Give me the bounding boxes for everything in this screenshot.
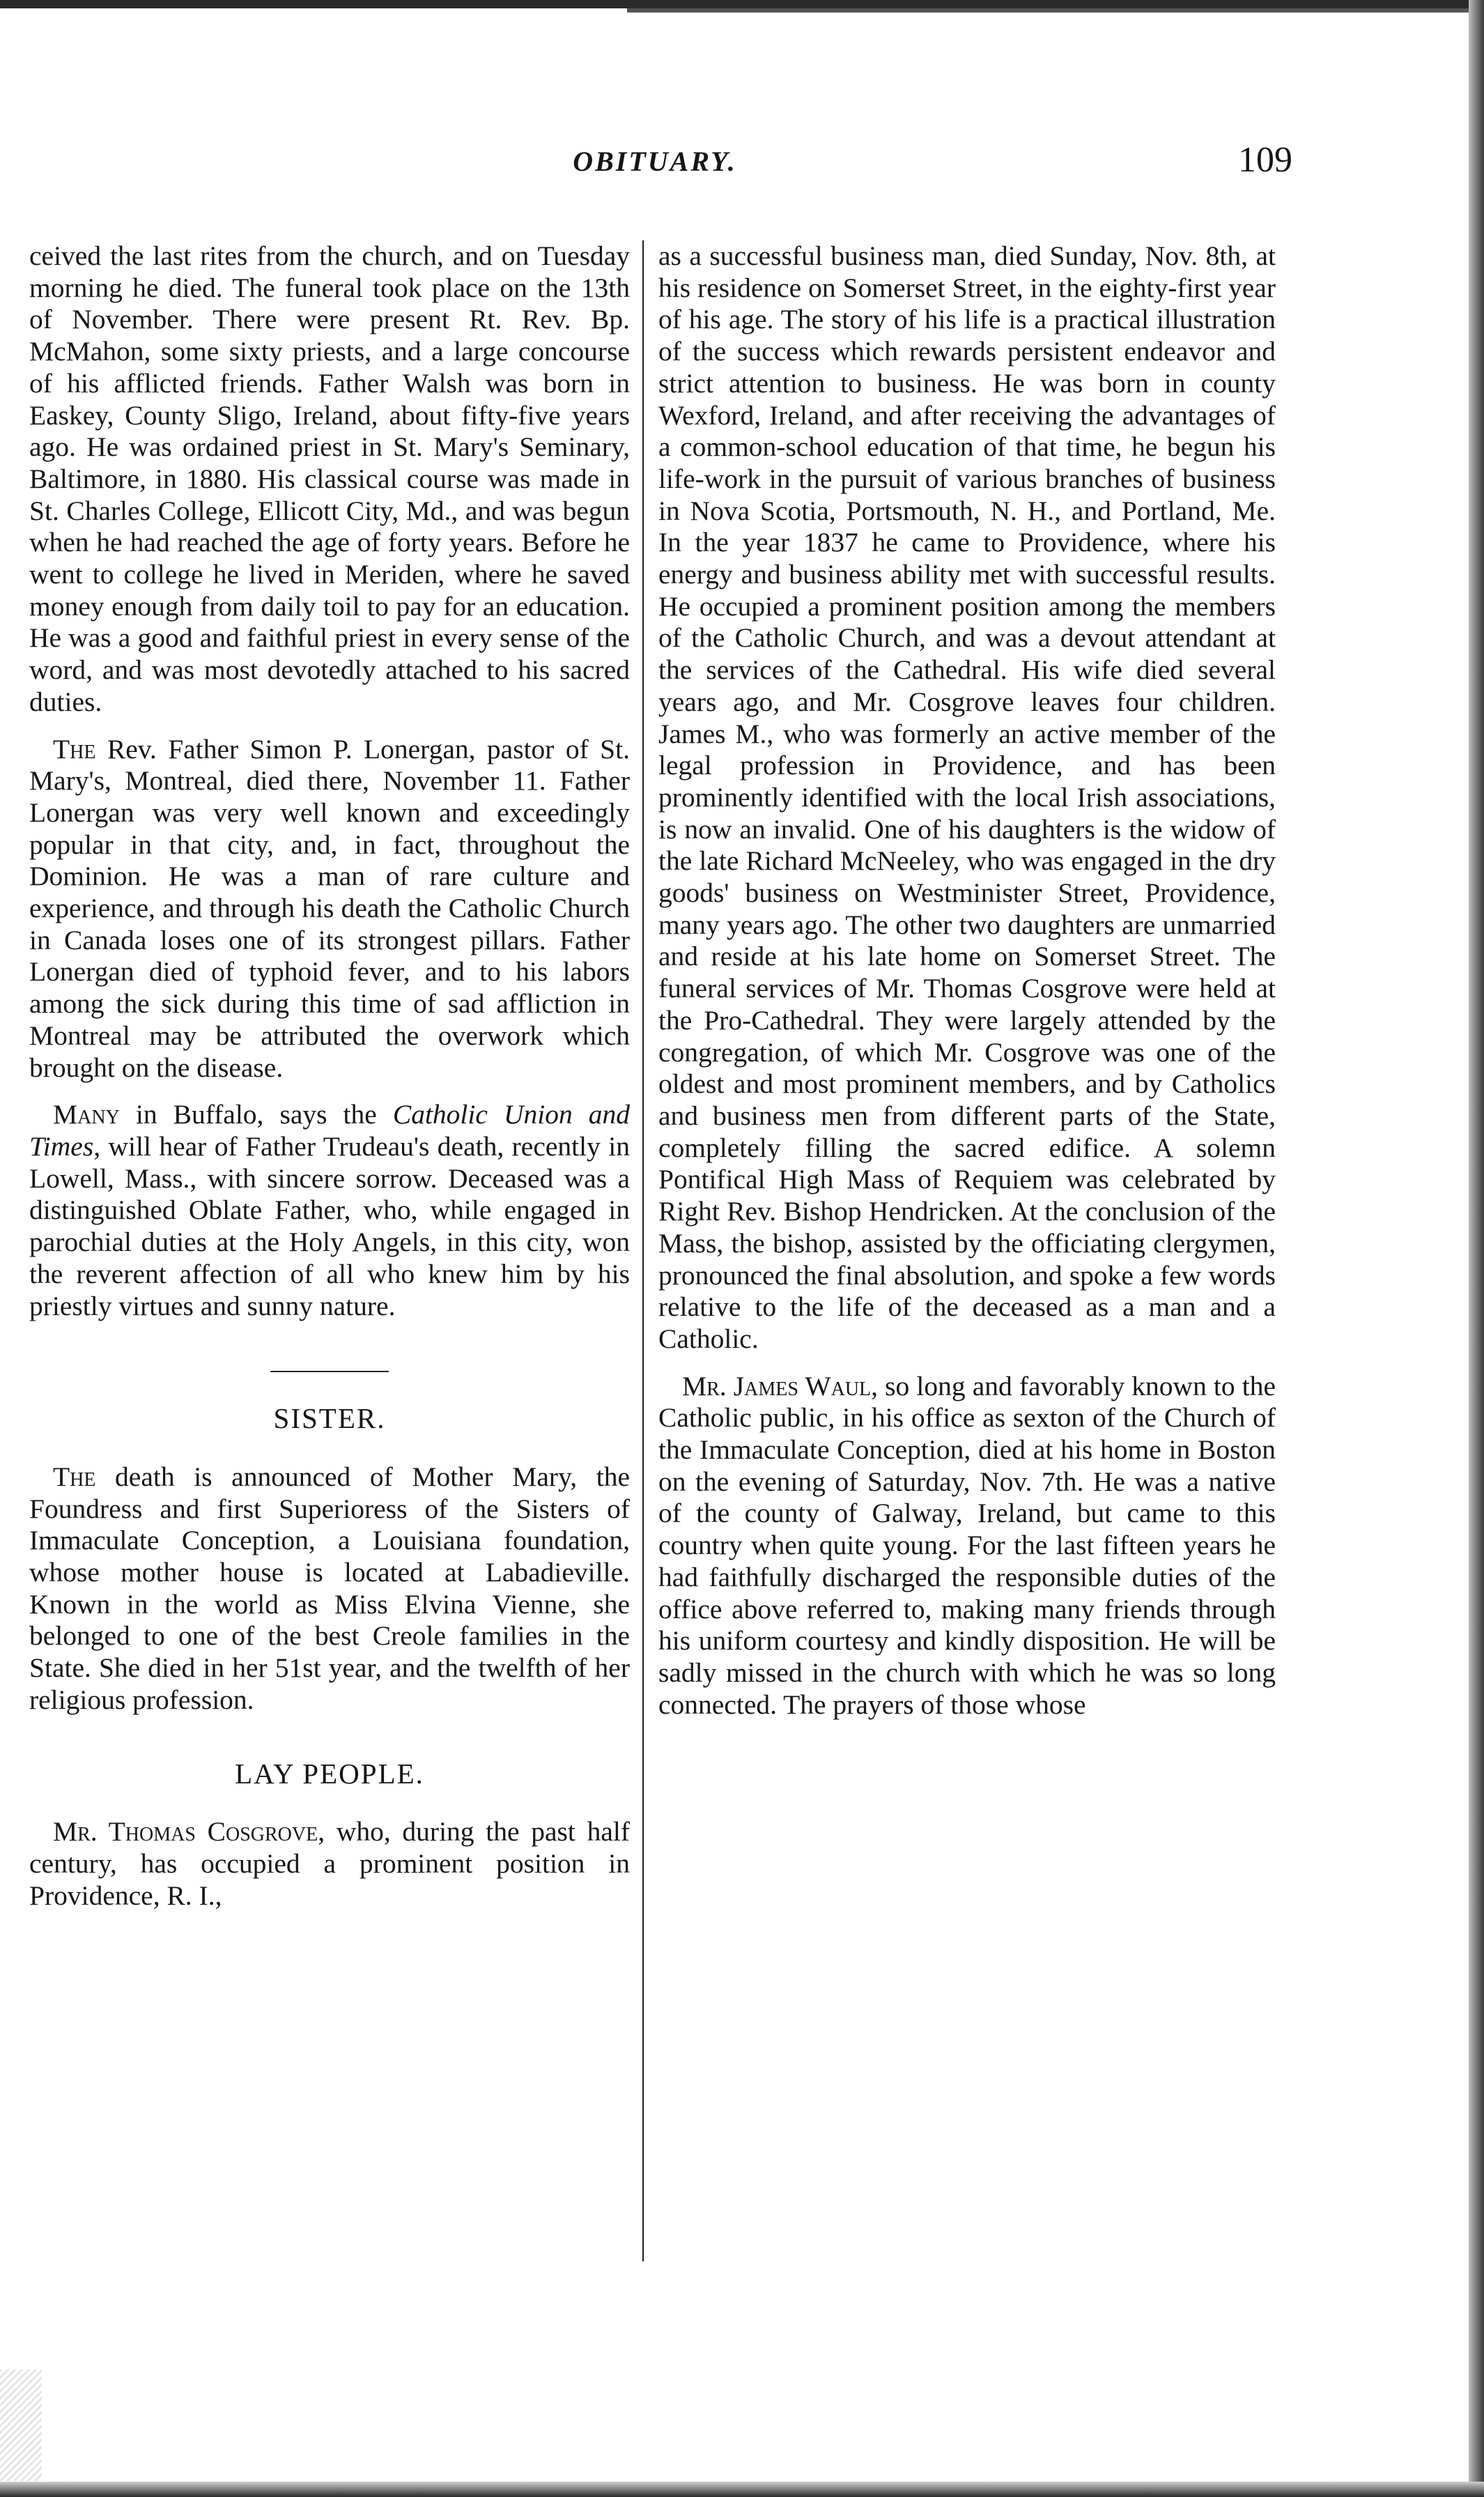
- page-corner-wear: [0, 2369, 42, 2481]
- trudeau-text-a: in Buffalo, says the: [119, 1099, 393, 1130]
- trudeau-obituary: [29, 1099, 630, 1322]
- trudeau-text-b: , will hear of Father Trudeau's death, recently in Lowell, Mass., with sincere sorrow. Deceased was a distinguished Oblate Father, who, while engaged in parochial duties at the Holy Angels, in this city, won the reverent affection of all who knew him by his priestly virtues and sunny nature.: [29, 1130, 630, 1321]
- cosgrove-obituary-start: [29, 1816, 630, 1912]
- cosgrove-lead: Mr. Thomas Cosgrove: [53, 1816, 318, 1847]
- cosgrove-text-start: , who, during the past half century, has occupied a prominent position in Providence, R. I.,: [29, 1816, 630, 1911]
- section-heading-lay-people: LAY PEOPLE.: [235, 1757, 424, 1790]
- section-divider: [270, 1371, 389, 1372]
- left-column: [29, 240, 630, 1912]
- waul-text: , so long and favorably known to the Catholic public, in his office as sexton of the Church of the Immaculate Conception, died at his home in Boston on the evening of Saturday, Nov. 7th. He was a native of the county of Galway, Ireland, but came to this country when quite young. For the last fifteen years he had faithfully discharged the responsible duties of the office above referred to, making many friends through his uniform courtesy and kindly disposition. He will be sadly missed in the church with which he was so long connected. The prayers of those whose: [658, 1370, 1276, 1720]
- page-edge-top-shadow: [627, 8, 1484, 13]
- cosgrove-obituary-continued: as a successful business man, died Sunday, Nov. 8th, at his residence on Somerset Street, in the eighty-first year of his age. The story of his life is a practical illustration of the success which rewards persistent endeavor and strict attention to business. He was born in county Wexford, Ireland, and after receiving the advantages of a common-school education of that time, he begun his life-work in the pursuit of various branches of business in Nova Scotia, Portsmouth, N. H., and Portland, Me. In the year 1837 he came to Providence, where his energy and business ability met with successful results. He occupied a prominent position among the members of the Catholic Church, and was a devout attendant at the services of the Cathedral. His wife died several years ago, and Mr. Cosgrove leaves four children. James M., who was formerly an active member of the legal profession in Providence, and has been prominently identified with the local Irish associations, is now an invalid. One of his daughters is the widow of the late Richard McNeeley, who was engaged in the dry goods' business on Westminister Street, Providence, many years ago. The other two daughters are unmarried and reside at his late home on Somerset Street. The funeral services of Mr. Thomas Cosgrove were held at the Pro-Cathedral. They were largely attended by the congregation, of which Mr. Cosgrove was one of the oldest and most prominent members, and by Catholics and business men from different parts of the State, completely filling the sacred edifice. A solemn Pontifical High Mass of Requiem was celebrated by Right Rev. Bishop Hendricken. At the conclusion of the Mass, the bishop, assisted by the officiating clergymen, pronounced the final absolution, and spoke a few words relative to the life of the deceased as a man and a Catholic.: [658, 240, 1276, 1354]
- newspaper-title: Catholic Union and Times: [29, 1099, 630, 1162]
- waul-lead: Mr. James Waul: [682, 1370, 872, 1401]
- page-edge-bottom: [0, 2482, 1484, 2497]
- walsh-obituary-continued: ceived the last rites from the church, and on Tuesday morning he died. The funeral took place on the 13th of November. There were present Rt. Rev. Bp. McMahon, some sixty priests, and a large concourse of his afflicted friends. Father Walsh was born in Easkey, County Sligo, Ireland, about fifty-five years ago. He was ordained priest in St. Mary's Seminary, Baltimore, in 1880. His classical course was made in St. Charles College, Ellicott City, Md., and was begun when he had reached the age of forty years. Before he went to college he lived in Meriden, where he saved money enough from daily toil to pay for an education. He was a good and faithful priest in every sense of the word, and was most devotedly attached to his sacred duties.: [29, 240, 630, 717]
- lonergan-lead: The: [53, 733, 96, 765]
- sister-text: death is announced of Mother Mary, the Foundress and first Superioress of the Sisters of Immaculate Conception, a Louisiana foundation, whose mother house is located at Labadieville. Known in the world as Miss Elvina Vienne, she belonged to one of the best Creole families in the State. She died in her 51st year, and the twelfth of her religious profession.: [29, 1461, 630, 1715]
- trudeau-lead: Many: [53, 1099, 120, 1130]
- section-heading-sister: SISTER.: [273, 1402, 386, 1435]
- sister-lead: The: [53, 1461, 96, 1492]
- page-edge-right: [1469, 0, 1484, 2497]
- column-rule: [642, 240, 644, 2261]
- lonergan-obituary: [29, 734, 630, 1084]
- mother-mary-obituary: [29, 1461, 630, 1716]
- waul-obituary: [658, 1371, 1276, 1721]
- lonergan-text: Rev. Father Simon P. Lonergan, pastor of St. Mary's, Montreal, died there, November 11. Father Lonergan was very well known and exceedingly popular in that city, and, in fact, throughout the Dominion. He was a man of rare culture and experience, and through his death the Catholic Church in Canada loses one of its strongest pillars. Father Lonergan died of typhoid fever, and to his labors among the sick during this time of sad affliction in Montreal may be attributed the overwork which brought on the disease.: [29, 733, 630, 1083]
- running-title: OBITUARY.: [573, 146, 737, 177]
- page-edge-top: [0, 0, 1484, 8]
- page-number: 109: [1238, 140, 1292, 180]
- right-column: [658, 240, 1276, 1721]
